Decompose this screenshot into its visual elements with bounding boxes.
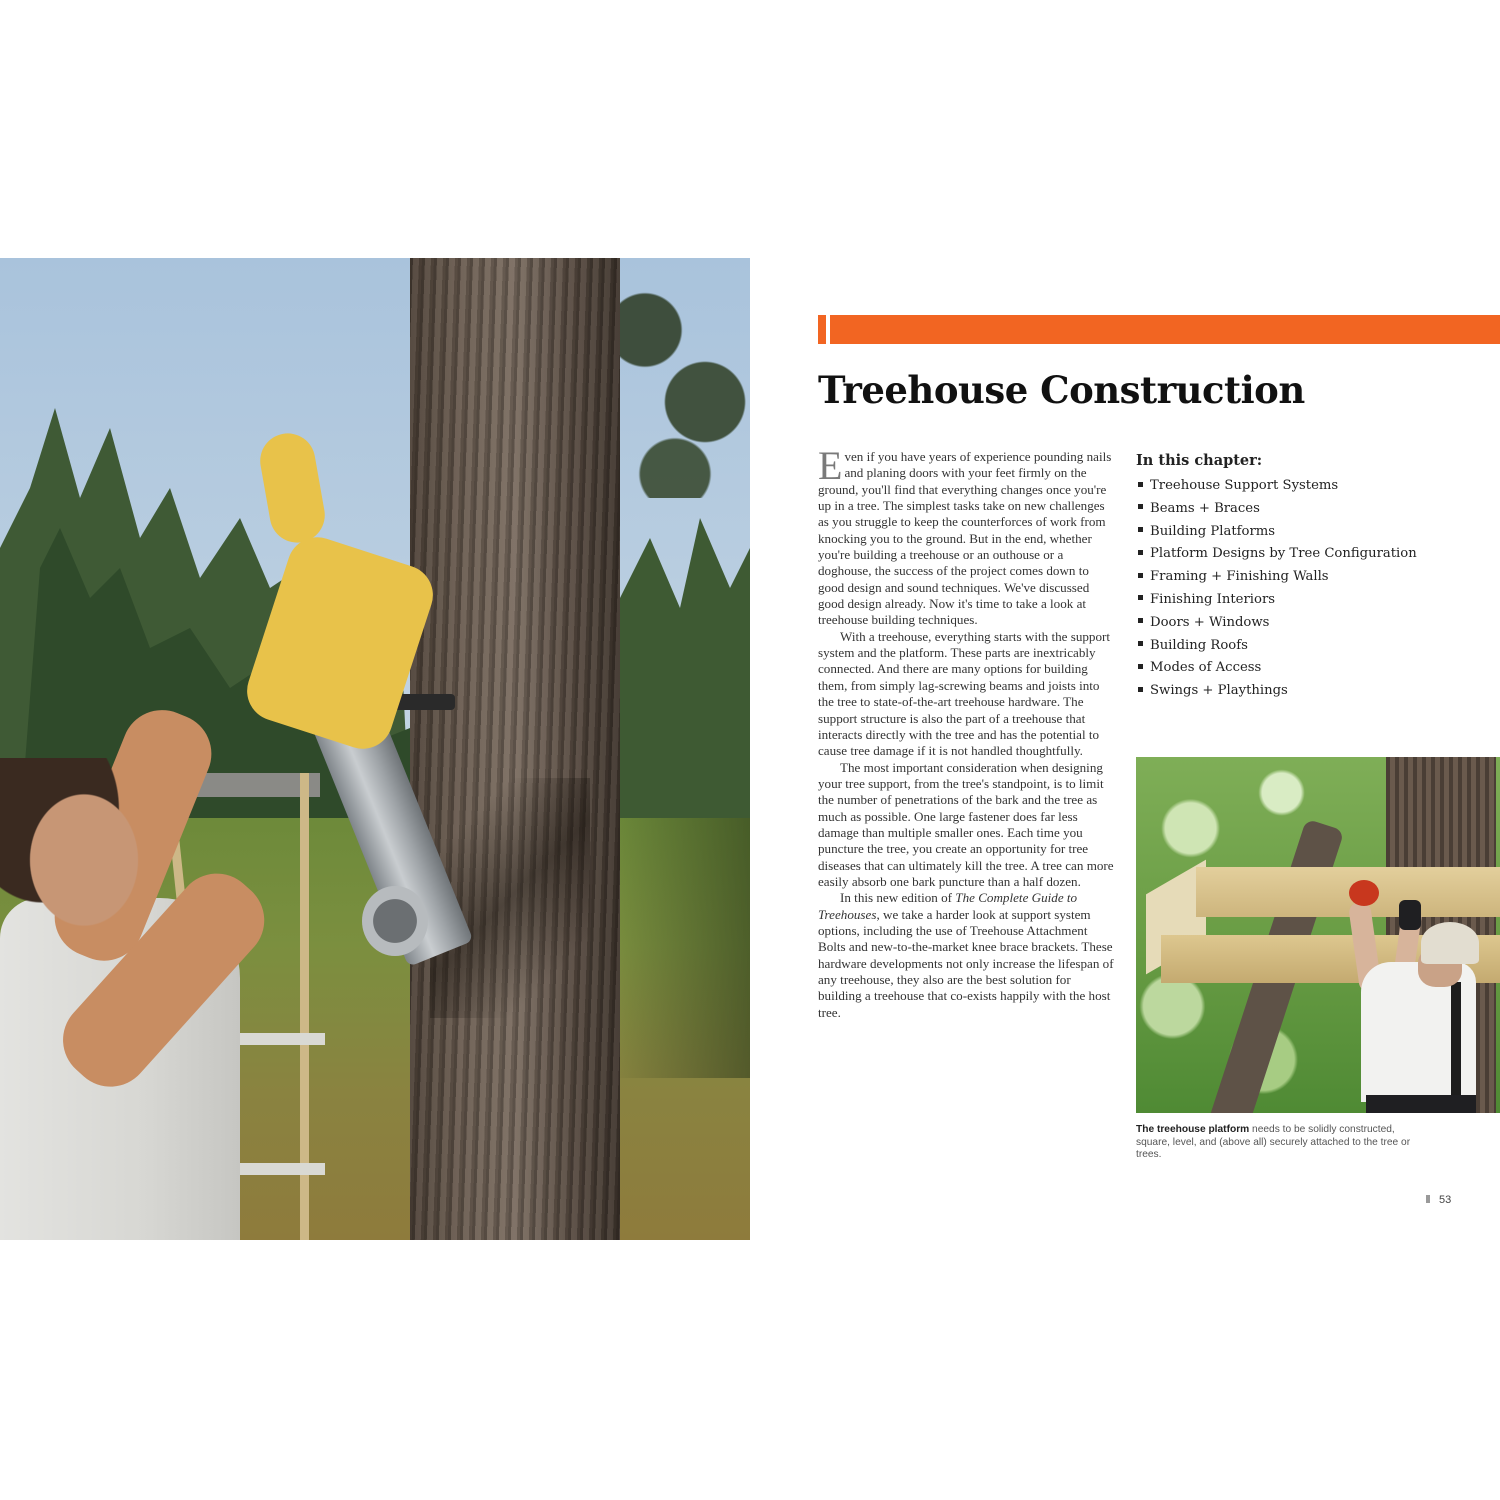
oak-leaves: [600, 258, 750, 498]
paragraph: [818, 890, 1114, 1021]
square-bullet-icon: [1138, 573, 1143, 578]
square-bullet-icon: [1138, 595, 1143, 600]
pipe-end: [362, 886, 428, 956]
list-item: [1136, 589, 1496, 612]
right-photo: [1136, 757, 1500, 1113]
list-item: [1136, 635, 1496, 658]
page-number-text: 53: [1439, 1194, 1452, 1206]
list-item-label: Beams + Braces: [1150, 500, 1260, 516]
list-item: [1136, 498, 1496, 521]
suspender: [1451, 982, 1461, 1102]
list-item-label: Treehouse Support Systems: [1150, 478, 1339, 493]
square-bullet-icon: [1138, 687, 1143, 692]
man-pants: [1366, 1095, 1476, 1113]
paragraph-text: ven if you have years of experience pounding nails and planing doors with your feet firmly on the ground, you'll find that everything changes once you're up in a tree. The simplest tasks take on new challenges as you struggle to keep the counterforces of work from knocking you to the ground. But in the end, whether you're building a treehouse or an outhouse or a doghouse, the success of the project comes down to good design and sound techniques. We've discussed good design already. Now it's time to take a look at treehouse building techniques.: [818, 449, 1112, 628]
list-item-label: Modes of Access: [1150, 660, 1262, 676]
body-text: [818, 443, 1114, 1021]
man-cap: [1421, 922, 1479, 964]
chapter-contents-heading: In this chapter:: [1136, 452, 1263, 469]
accent-bar-tab: [818, 315, 826, 344]
page-number: [1426, 1194, 1451, 1206]
list-item: [1136, 566, 1496, 589]
ladder-rung: [230, 1163, 325, 1175]
paragraph: With a treehouse, everything starts with the support system and the platform. These parts are inextricably connected. And there are many options for building them, from simply lag-screwing beams and joists into the tree to state-of-the-art treehouse hardware. The support structure is also the part of a treehouse that interacts directly with the tree and has the potential to cause tree damage if it is not handled thoughtfully.: [818, 628, 1111, 759]
tree-shade: [610, 818, 750, 1078]
photo-caption: [1136, 1124, 1426, 1162]
paragraph: The most important consideration when designing your tree support, from the tree's standpoint, is to limit the number of penetrations of the bark and the tree as much as possible. One large fastener does far less damage than multiple smaller ones. Each time you puncture the tree, you create an opportunity for tree diseases that can ultimately kill the tree. A tree can more easily absorb one bark puncture than a half dozen.: [818, 759, 1114, 889]
book-title: The Complete Guide to Treehouses: [818, 890, 1078, 922]
drill: [1349, 880, 1379, 906]
accent-bar: [830, 315, 1500, 344]
list-item-label: Platform Designs by Tree Configuration: [1150, 546, 1417, 562]
left-photo: [0, 258, 750, 1240]
list-item: [1136, 543, 1496, 566]
square-bullet-icon: [1138, 504, 1143, 509]
list-item: [1136, 612, 1496, 635]
paragraph-text: , we take a harder look at support system options, including the use of Treehouse Attachment Bolts and new-to-the-market knee brace brackets. These hardware developments not only increase the lifespan of any treehouse, they also are the best solution for building a treehouse that co-exists happily with the host tree.: [818, 906, 1114, 1020]
tree-trunk: [410, 258, 620, 1240]
paragraph-text: In this new edition of: [840, 890, 956, 906]
list-item: [1136, 521, 1496, 544]
square-bullet-icon: [1138, 618, 1143, 623]
square-bullet-icon: [1138, 550, 1143, 555]
ladder-rung: [230, 1033, 325, 1045]
list-item-label: Framing + Finishing Walls: [1150, 569, 1329, 585]
platform-beam: [1196, 867, 1500, 917]
list-item-label: Doors + Windows: [1150, 614, 1270, 630]
caption-text: needs to be solidly constructed, square, level, and (above all) securely attached to the tree or trees.: [1136, 1124, 1411, 1161]
square-bullet-icon: [1138, 664, 1143, 669]
chapter-contents-list: [1136, 475, 1496, 703]
list-item-label: Finishing Interiors: [1150, 591, 1276, 607]
list-item-label: Swings + Playthings: [1150, 683, 1288, 699]
folio-marker-icon: [1426, 1195, 1430, 1203]
list-item: [1136, 680, 1496, 703]
man-head: [0, 758, 140, 928]
paragraph: [818, 443, 1114, 629]
square-bullet-icon: [1138, 641, 1143, 646]
caption-lead: The treehouse platform: [1136, 1124, 1250, 1135]
glove: [1399, 900, 1421, 930]
square-bullet-icon: [1138, 482, 1143, 487]
list-item: [1136, 475, 1496, 498]
drop-cap: E: [818, 443, 843, 488]
chapter-contents: [1136, 451, 1496, 703]
square-bullet-icon: [1138, 527, 1143, 532]
list-item: [1136, 657, 1496, 680]
list-item-label: Building Platforms: [1150, 523, 1276, 539]
chapter-title: Treehouse Construction: [818, 368, 1305, 412]
list-item-label: Building Roofs: [1150, 637, 1248, 653]
